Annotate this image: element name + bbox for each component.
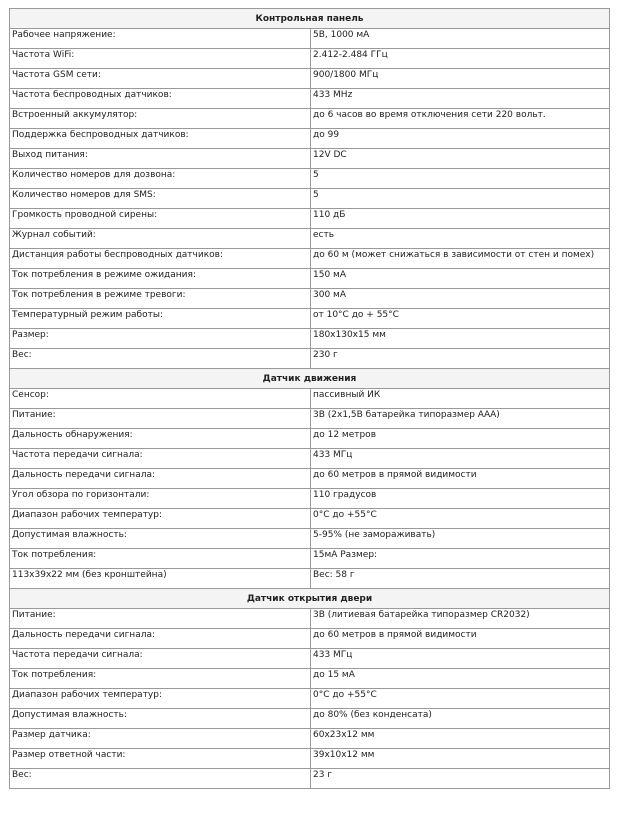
spec-value-cell: 5-95% (не замораживать)	[311, 529, 610, 549]
spec-table	[9, 8, 610, 789]
table-row	[10, 689, 610, 709]
spec-value-cell: до 60 метров в прямой видимости	[311, 469, 610, 489]
table-row	[10, 429, 610, 449]
table-row	[10, 549, 610, 569]
spec-value-cell: 0°С до +55°С	[311, 689, 610, 709]
spec-value-cell: 110 дБ	[311, 209, 610, 229]
spec-value-cell: до 60 метров в прямой видимости	[311, 629, 610, 649]
table-row	[10, 769, 610, 789]
table-row	[10, 609, 610, 629]
table-row	[10, 49, 610, 69]
section-header-row	[10, 589, 610, 609]
spec-value-cell: 433 MHz	[311, 89, 610, 109]
spec-value-cell: 3В (2х1,5В батарейка типоразмер ААА)	[311, 409, 610, 429]
spec-value-cell: 39х10х12 мм	[311, 749, 610, 769]
spec-label-cell: Размер ответной части:	[10, 749, 311, 769]
spec-value-cell: 180х130х15 мм	[311, 329, 610, 349]
spec-value-cell: 5	[311, 189, 610, 209]
spec-value-cell: до 6 часов во время отключения сети 220 вольт.	[311, 109, 610, 129]
table-row	[10, 109, 610, 129]
spec-value-cell: 5	[311, 169, 610, 189]
spec-value-cell: до 80% (без конденсата)	[311, 709, 610, 729]
table-row	[10, 29, 610, 49]
spec-value-cell: есть	[311, 229, 610, 249]
spec-value-cell: 900/1800 МГц	[311, 69, 610, 89]
table-row	[10, 89, 610, 109]
spec-label-cell: Частота беспроводных датчиков:	[10, 89, 311, 109]
spec-value-cell: 2.412-2.484 ГГц	[311, 49, 610, 69]
table-row	[10, 349, 610, 369]
table-row	[10, 389, 610, 409]
section-title: Контрольная панель	[10, 9, 610, 29]
spec-label-cell: Вес:	[10, 769, 311, 789]
table-row	[10, 149, 610, 169]
spec-label-cell: Встроенный аккумулятор:	[10, 109, 311, 129]
spec-label-cell: Размер:	[10, 329, 311, 349]
spec-table-body	[10, 9, 610, 789]
spec-label-cell: Частота передачи сигнала:	[10, 649, 311, 669]
spec-label-cell: Громкость проводной сирены:	[10, 209, 311, 229]
spec-label-cell: Выход питания:	[10, 149, 311, 169]
table-row	[10, 669, 610, 689]
spec-label-cell: Рабочее напряжение:	[10, 29, 311, 49]
spec-label-cell: Журнал событий:	[10, 229, 311, 249]
table-row	[10, 129, 610, 149]
table-row	[10, 629, 610, 649]
spec-label-cell: Диапазон рабочих температур:	[10, 689, 311, 709]
table-row	[10, 189, 610, 209]
section-header-row	[10, 9, 610, 29]
spec-label-cell: Количество номеров для дозвона:	[10, 169, 311, 189]
table-row	[10, 209, 610, 229]
spec-label-cell: Частота GSM сети:	[10, 69, 311, 89]
spec-label-cell: Вес:	[10, 349, 311, 369]
section-title: Датчик открытия двери	[10, 589, 610, 609]
table-row	[10, 729, 610, 749]
spec-value-cell: до 15 мА	[311, 669, 610, 689]
spec-value-cell: 150 мА	[311, 269, 610, 289]
table-row	[10, 529, 610, 549]
table-row	[10, 489, 610, 509]
spec-value-cell: Вес: 58 г	[311, 569, 610, 589]
table-row	[10, 569, 610, 589]
table-row	[10, 329, 610, 349]
spec-label-cell: Диапазон рабочих температур:	[10, 509, 311, 529]
table-row	[10, 509, 610, 529]
spec-label-cell: Ток потребления:	[10, 669, 311, 689]
table-row	[10, 749, 610, 769]
spec-label-cell: Ток потребления в режиме тревоги:	[10, 289, 311, 309]
spec-label-cell: Дистанция работы беспроводных датчиков:	[10, 249, 311, 269]
spec-value-cell: 230 г	[311, 349, 610, 369]
spec-label-cell: Дальность обнаружения:	[10, 429, 311, 449]
table-row	[10, 449, 610, 469]
table-row	[10, 409, 610, 429]
table-row	[10, 169, 610, 189]
section-title: Датчик движения	[10, 369, 610, 389]
spec-label-cell: Сенсор:	[10, 389, 311, 409]
table-row	[10, 709, 610, 729]
spec-label-cell: Дальность передачи сигнала:	[10, 629, 311, 649]
spec-label-cell: Ток потребления в режиме ожидания:	[10, 269, 311, 289]
spec-value-cell: пассивный ИК	[311, 389, 610, 409]
section-header-row	[10, 369, 610, 389]
spec-value-cell: до 99	[311, 129, 610, 149]
spec-value-cell: 0°С до +55°С	[311, 509, 610, 529]
spec-label-cell: Поддержка беспроводных датчиков:	[10, 129, 311, 149]
spec-label-cell: Частота передачи сигнала:	[10, 449, 311, 469]
table-row	[10, 649, 610, 669]
spec-label-cell: Количество номеров для SMS:	[10, 189, 311, 209]
spec-label-cell: 113х39х22 мм (без кронштейна)	[10, 569, 311, 589]
spec-label-cell: Размер датчика:	[10, 729, 311, 749]
table-row	[10, 289, 610, 309]
spec-value-cell: 433 МГц	[311, 649, 610, 669]
spec-value-cell: 23 г	[311, 769, 610, 789]
spec-value-cell: 433 МГц	[311, 449, 610, 469]
table-row	[10, 69, 610, 89]
spec-label-cell: Дальность передачи сигнала:	[10, 469, 311, 489]
spec-value-cell: 110 градусов	[311, 489, 610, 509]
spec-value-cell: до 60 м (может снижаться в зависимости от стен и помех)	[311, 249, 610, 269]
spec-label-cell: Температурный режим работы:	[10, 309, 311, 329]
spec-value-cell: 15мА Размер:	[311, 549, 610, 569]
table-row	[10, 309, 610, 329]
spec-value-cell: 3В (литиевая батарейка типоразмер CR2032)	[311, 609, 610, 629]
spec-label-cell: Ток потребления:	[10, 549, 311, 569]
spec-value-cell: 12V DC	[311, 149, 610, 169]
table-row	[10, 249, 610, 269]
spec-value-cell: от 10°С до + 55°С	[311, 309, 610, 329]
table-row	[10, 229, 610, 249]
spec-label-cell: Угол обзора по горизонтали:	[10, 489, 311, 509]
spec-label-cell: Питание:	[10, 609, 311, 629]
spec-label-cell: Частота WiFi:	[10, 49, 311, 69]
table-row	[10, 269, 610, 289]
spec-value-cell: до 12 метров	[311, 429, 610, 449]
spec-label-cell: Питание:	[10, 409, 311, 429]
spec-value-cell: 300 мА	[311, 289, 610, 309]
spec-value-cell: 60х23х12 мм	[311, 729, 610, 749]
table-row	[10, 469, 610, 489]
spec-label-cell: Допустимая влажность:	[10, 709, 311, 729]
spec-label-cell: Допустимая влажность:	[10, 529, 311, 549]
spec-value-cell: 5В, 1000 мА	[311, 29, 610, 49]
